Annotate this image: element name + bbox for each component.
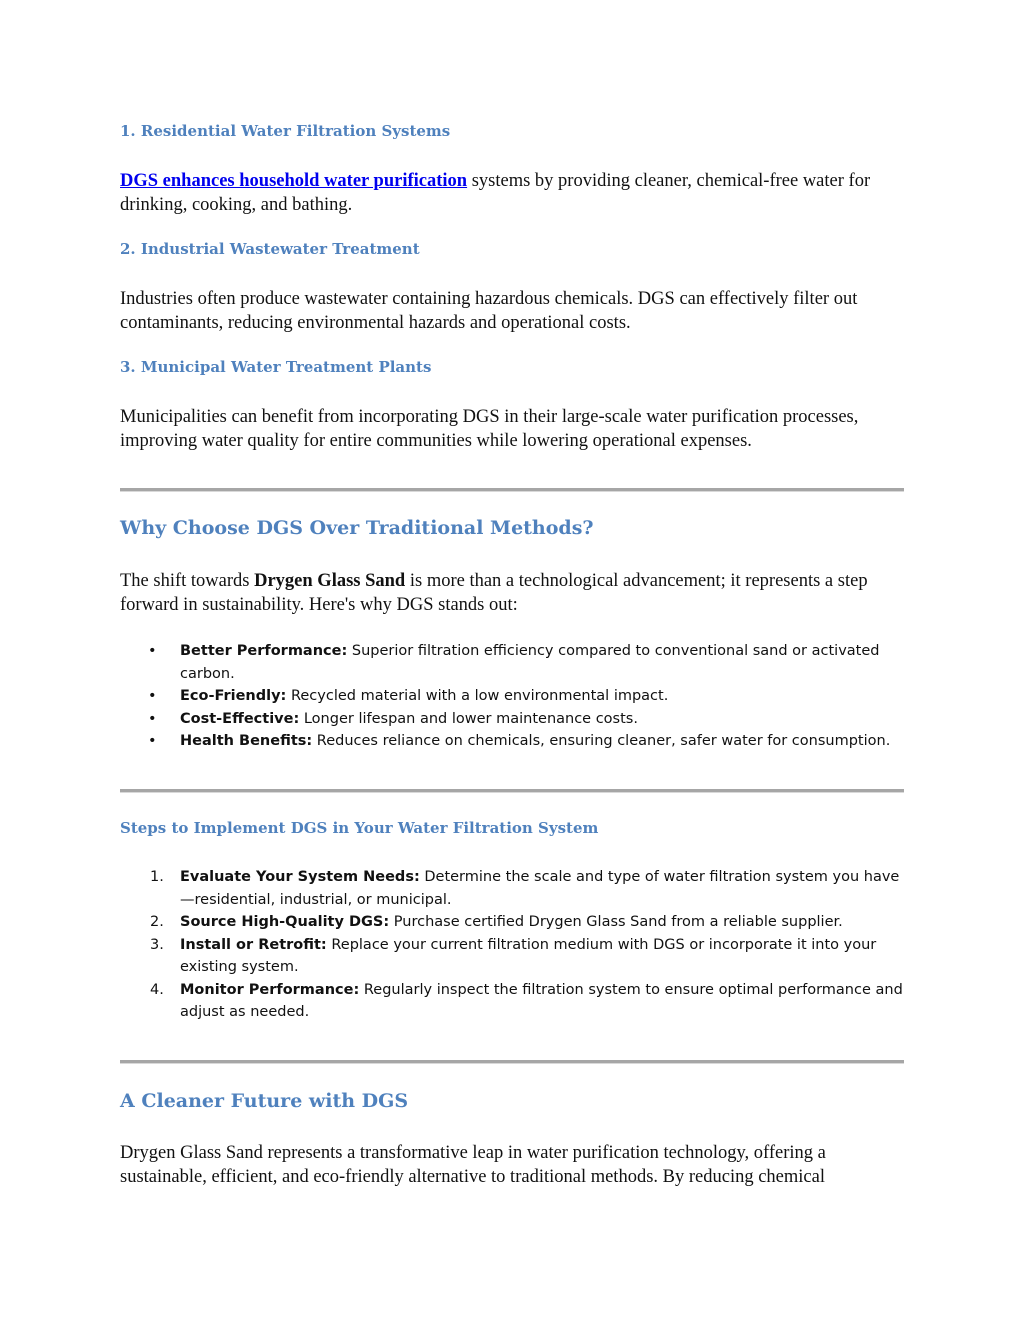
list-item-text: Replace your current filtration medium with DGS or incorporate it into your existing system. <box>180 936 877 975</box>
dgs-purification-link[interactable]: DGS enhances household water purification <box>120 171 468 191</box>
paragraph-future: Drygen Glass Sand represents a transformative leap in water purification technology, offering a sustainable, efficient, and eco-friendly alternative to traditional methods. By reducing chemical <box>120 1143 826 1187</box>
list-item-text: Superior filtration efficiency compared to conventional sand or activated carbon. <box>180 643 880 682</box>
number-marker: 1. <box>150 869 164 885</box>
bullet-marker: • <box>148 710 157 727</box>
bullet-marker: • <box>148 688 157 704</box>
horizontal-divider <box>120 488 904 492</box>
steps-list <box>120 866 904 1024</box>
list-item <box>120 934 904 979</box>
why-intro-before: The shift towards <box>120 571 255 591</box>
list-item-text: Determine the scale and type of water filtration system you have—residential, industrial, or municipal. <box>180 869 900 908</box>
heading-residential: 1. Residential Water Filtration Systems <box>120 122 451 140</box>
heading-industrial: 2. Industrial Wastewater Treatment <box>120 240 420 258</box>
list-item <box>120 979 904 1024</box>
number-marker: 2. <box>150 914 164 930</box>
heading-steps: Steps to Implement DGS in Your Water Filtration System <box>120 819 599 837</box>
number-marker: 4. <box>150 981 164 998</box>
list-item-label: Source High-Quality DGS: <box>180 914 390 930</box>
list-item <box>120 730 904 753</box>
horizontal-divider <box>120 1060 904 1064</box>
heading-municipal: 3. Municipal Water Treatment Plants <box>120 358 432 376</box>
number-marker: 3. <box>150 936 164 953</box>
list-item-label: Eco-Friendly: <box>180 688 287 704</box>
heading-cleaner-future: A Cleaner Future with DGS <box>120 1090 409 1112</box>
list-item-label: Monitor Performance: <box>180 981 360 998</box>
bullet-marker: • <box>148 643 157 659</box>
list-item-text: Purchase certified Drygen Glass Sand from a reliable supplier. <box>389 914 843 930</box>
list-item-text: Longer lifespan and lower maintenance costs. <box>299 710 638 727</box>
list-item-label: Evaluate Your System Needs: <box>180 869 420 885</box>
paragraph-industrial: Industries often produce wastewater containing hazardous chemicals. DGS can effectively filter out contaminants, reducing environmental hazards and operational costs. <box>120 289 858 333</box>
list-item-label: Health Benefits: <box>180 733 313 749</box>
list-item-text: Reduces reliance on chemicals, ensuring cleaner, safer water for consumption. <box>312 733 891 749</box>
paragraph-why-intro <box>120 569 904 617</box>
benefits-list <box>120 640 904 753</box>
paragraph-municipal: Municipalities can benefit from incorporating DGS in their large-scale water purification processes, improving water quality for entire communities while lowering operational expenses. <box>120 407 859 451</box>
list-item-label: Better Performance: <box>180 643 348 659</box>
list-item <box>120 685 904 708</box>
paragraph-residential-text: systems by providing cleaner, chemical-free water for drinking, cooking, and bathing. <box>120 171 871 215</box>
list-item-text: Recycled material with a low environmental impact. <box>286 688 669 704</box>
why-intro-bold: Drygen Glass Sand <box>254 571 406 591</box>
heading-why-choose: Why Choose DGS Over Traditional Methods? <box>120 517 594 539</box>
list-item-label: Install or Retrofit: <box>180 936 327 953</box>
list-item <box>120 640 904 685</box>
list-item-text: Regularly inspect the filtration system to ensure optimal performance and adjust as needed. <box>180 981 903 1020</box>
paragraph-residential <box>120 169 904 217</box>
list-item-label: Cost-Effective: <box>180 710 300 727</box>
why-intro-after: is more than a technological advancement; it represents a step forward in sustainability. Here's why DGS stands out: <box>120 571 868 615</box>
horizontal-divider <box>120 789 904 793</box>
list-item <box>120 708 904 731</box>
list-item <box>120 911 904 934</box>
list-item <box>120 866 904 911</box>
bullet-marker: • <box>148 733 157 749</box>
